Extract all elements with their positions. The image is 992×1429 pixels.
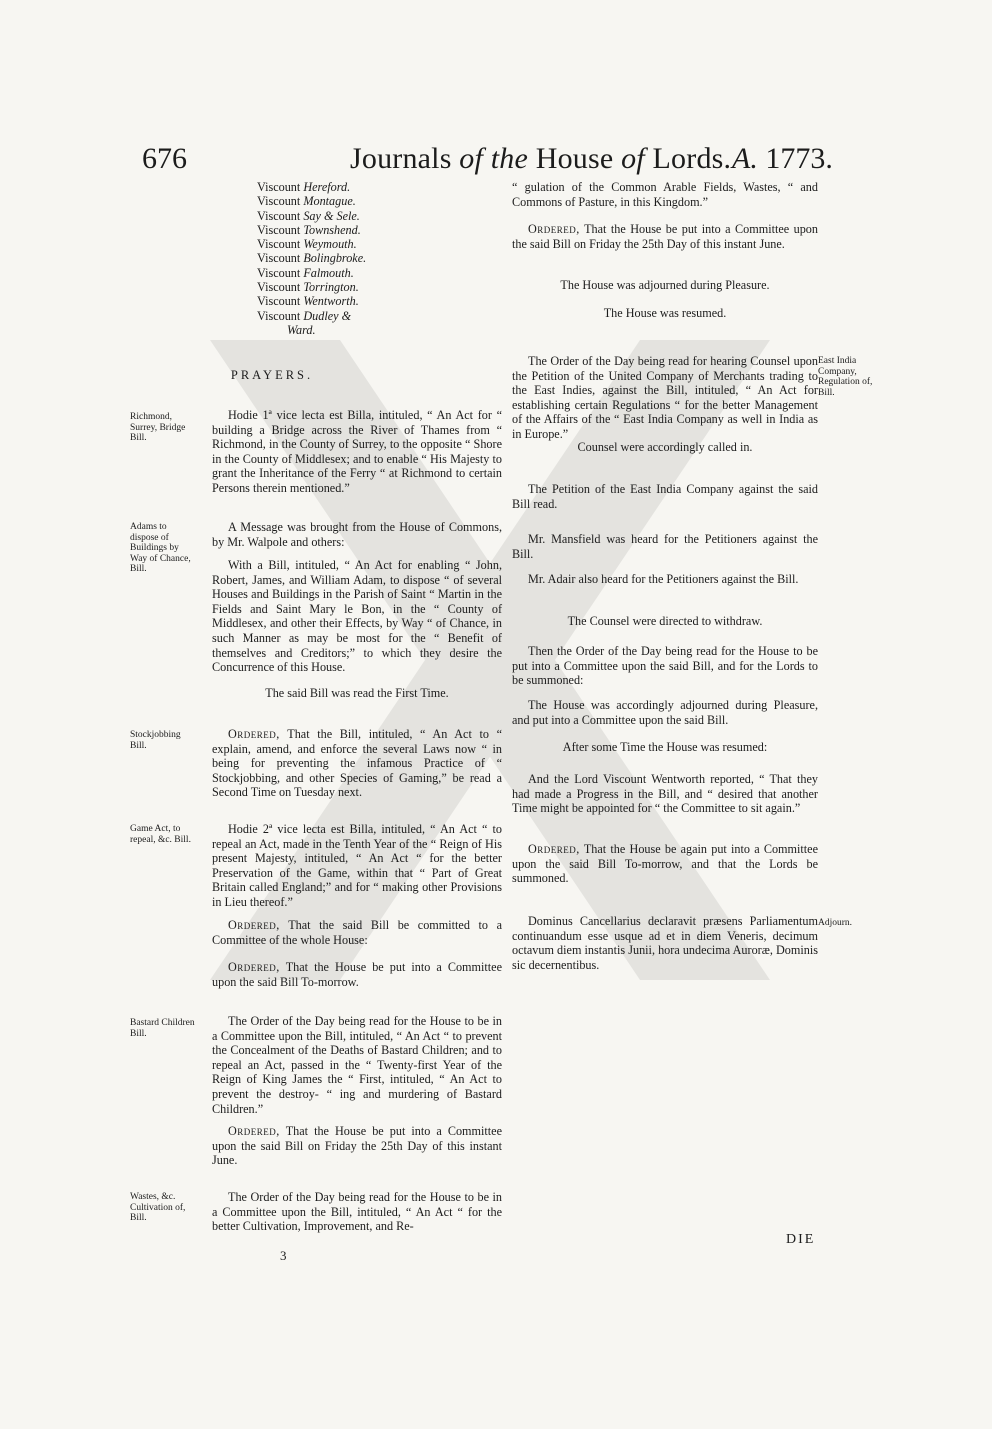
list-item: Viscount Montague. [257, 194, 356, 209]
margin-note-game: Game Act, to repeal, &c. Bill. [130, 824, 191, 845]
list-item: Ward. [287, 322, 316, 337]
ordered-again: Ordered, That the House be again put into a Committee upon the said Bill To-morrow, and that the Lords be summoned. [512, 842, 818, 886]
wentworth-paragraph: And the Lord Viscount Wentworth reported, “ That they had made a Progress in the Bill, and “ desired that another Time might be appointed for “ the Committee to sit again.” [512, 772, 818, 816]
margin-note-east-india: East India Company, Regulation of, Bill. [818, 356, 873, 398]
latin-paragraph: Dominus Cancellarius declaravit præsens Parliamentum continuandum esse usque ad et in diem Veneris, decimum octavum diem instantis Junii, hora undecima Auroræ, Dominis sic decernentibus. [512, 914, 818, 972]
richmond-paragraph: Hodie 1ª vice lecta est Billa, intituled, “ An Act for “ building a Bridge across the River of Thames from “ Richmond, in the County of Surrey, to the opposite “ Shore in the County of Middlesex; and to enable “ His Majesty to grant the Inheritance of the Ferry “ at Richmond to certain Persons therein mentioned.” [212, 408, 502, 495]
margin-note-stockjobbing: Stockjobbing Bill. [130, 730, 181, 751]
east-india-paragraph: The Order of the Day being read for hearing Counsel upon the Petition of the United Company of Merchants trading to the East Indies, against the Bill, intituled, “ An Act for establishing certain Regulations “ for the better Management of the Affairs of the “ East India Company as well in India as in Europe.” [512, 354, 818, 441]
margin-note-adams: Adams to dispose of Buildings by Way of Chance, Bill. [130, 522, 191, 574]
list-item: Viscount Dudley & [257, 308, 352, 323]
counsel-called: Counsel were accordingly called in. [577, 440, 753, 454]
ordered-committed: Ordered, That the said Bill be committed to a Committee of the whole House: [212, 918, 502, 947]
accordingly-paragraph: The House was accordingly adjourned during Pleasure, and put into a Committee upon the said Bill. [512, 698, 818, 727]
signature-mark: 3 [280, 1248, 287, 1263]
continuation-paragraph: “ gulation of the Common Arable Fields, Wastes, “ and Commons of Pasture, in this Kingdom.” [512, 180, 818, 209]
list-item: Viscount Wentworth. [257, 294, 359, 309]
list-item: Viscount Falmouth. [257, 265, 354, 280]
margin-note-bastard: Bastard Children Bill. [130, 1018, 195, 1039]
resumed-paragraph: The House was resumed. [603, 306, 727, 320]
with-bill-paragraph: With a Bill, intituled, “ An Act for enabling “ John, Robert, James, and William Adam, to dispose “ of several Houses and Buildings in the Parish of Saint “ Martin in the Fields and Saint Mary le Bon, in the “ County of Middlesex, and other their Effects, by Way “ of Chance, in such Manner as may be most for the “ Benefit of themselves and Creditors;” to which they desire the Concurrence of this House. [212, 558, 502, 675]
margin-note-richmond: Richmond, Surrey, Bridge Bill. [130, 412, 186, 443]
game-paragraph: Hodie 2ª vice lecta est Billa, intituled, “ An Act “ to repeal an Act, made in the Tenth Year of the “ Reign of His present Majesty, intituled, “ An Act “ for the better Preservation of the Game, within that “ Part of Great Britain called England;” and for “ making other Provisions in Lieu thereof.” [212, 822, 502, 909]
ordered-tomorrow: Ordered, That the House be put into a Committee upon the said Bill To-morrow. [212, 960, 502, 989]
running-title: Journals of the House of Lords. [350, 142, 732, 175]
list-item: Viscount Say & Sele. [257, 208, 360, 223]
ordered-friday: Ordered, That the House be put into a Committee upon the said Bill on Friday the 25th Day of this instant June. [212, 1124, 502, 1168]
petition-read: The Petition of the East India Company against the said Bill read. [512, 482, 818, 511]
margin-note-wastes: Wastes, &c. Cultivation of, Bill. [130, 1192, 186, 1223]
margin-note-adjourn: Adjourn. [818, 918, 853, 928]
adjourned-paragraph: The House was adjourned during Pleasure. [560, 278, 770, 292]
list-item: Viscount Hereford. [257, 180, 351, 194]
then-order-paragraph: Then the Order of the Day being read for the House to be put into a Committee upon the said Bill, and for the Lords to be summoned: [512, 644, 818, 688]
year: A. 1773. [732, 142, 833, 175]
stockjobbing-paragraph: Ordered, That the Bill, intituled, “ An Act to “ explain, amend, and enforce the several Laws now “ in being for preventing the infamous Practice of “ Stockjobbing, and other Species of Gaming,” be read a Second Time on Tuesday next. [212, 727, 502, 800]
bastard-paragraph: The Order of the Day being read for the House to be in a Committee upon the Bill, intituled, “ An Act “ to prevent the Concealment of the Deaths of Bastard Children; and to repeal an Act, passed in the “ Twenty-first Year of the Reign of King James the “ First, intituled, “ An Act to prevent the destroy- “ ing and murdering of Bastard Children.” [212, 1014, 502, 1116]
viscount-list [257, 180, 502, 337]
list-item: Viscount Torrington. [257, 280, 359, 295]
first-time-paragraph: The said Bill was read the First Time. [265, 686, 449, 700]
adair-paragraph: Mr. Adair also heard for the Petitioners against the Bill. [528, 572, 799, 586]
after-time-paragraph: After some Time the House was resumed: [562, 740, 768, 754]
list-item: Viscount Bolingbroke. [257, 251, 367, 266]
withdraw-paragraph: The Counsel were directed to withdraw. [567, 614, 763, 628]
ordered-friday-right: Ordered, That the House be put into a Committee upon the said Bill on Friday the 25th Day of this instant June. [512, 222, 818, 251]
message-paragraph: A Message was brought from the House of Commons, by Mr. Walpole and others: [212, 520, 502, 549]
catchword: DIE [786, 1232, 816, 1247]
list-item: Viscount Weymouth. [257, 237, 357, 252]
mansfield-paragraph: Mr. Mansfield was heard for the Petitioners against the Bill. [512, 532, 818, 561]
left-column [212, 180, 502, 337]
list-item: Viscount Townshend. [257, 222, 361, 237]
page-number: 676 [142, 142, 187, 175]
prayers-heading: PRAYERS. [230, 368, 314, 382]
wastes-paragraph: The Order of the Day being read for the House to be in a Committee upon the Bill, intituled, “ An Act “ for the better Cultivation, Improvement, and Re- [212, 1190, 502, 1234]
